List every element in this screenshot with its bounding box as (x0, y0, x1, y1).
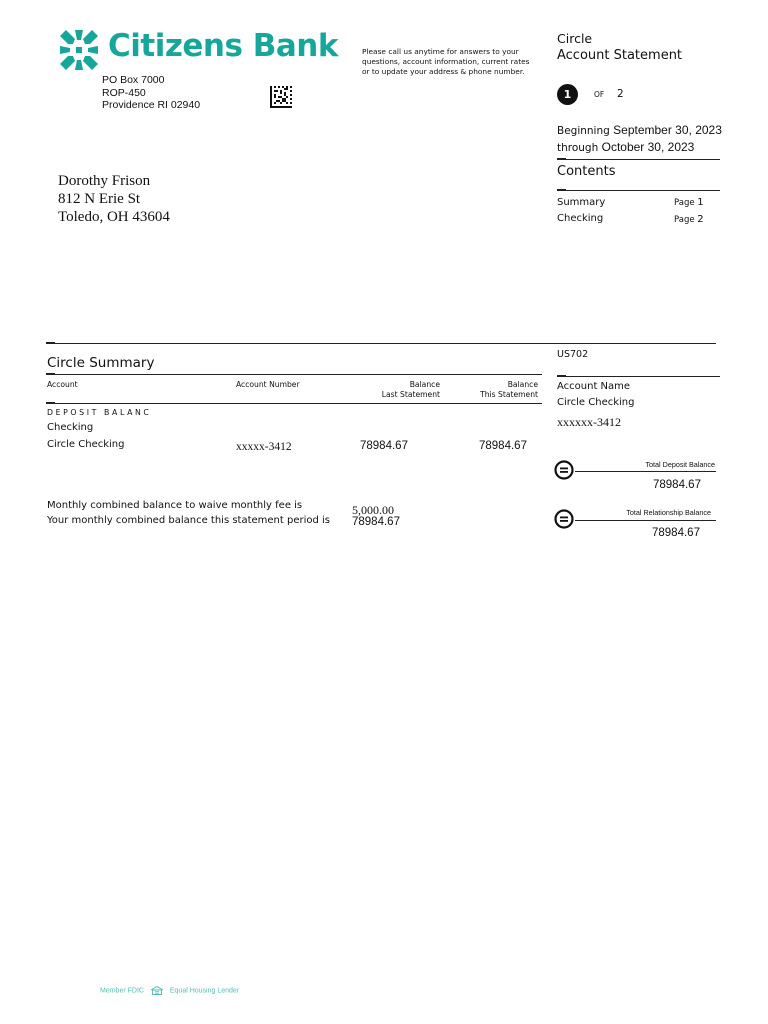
side-account-number: xxxxxx-3412 (557, 415, 621, 429)
statement-title: Account Statement (557, 48, 683, 63)
waive-fee-value: 5,000.00 (352, 503, 394, 517)
equals-circle-icon (554, 460, 574, 480)
combined-balance-value: 78984.67 (352, 516, 400, 528)
combined-balance-label: Your monthly combined balance this statement period is (47, 515, 331, 526)
deposit-total-divider (575, 471, 716, 472)
side-divider (557, 376, 720, 377)
equals-circle-icon (554, 509, 574, 529)
contents-heading: Contents (557, 164, 616, 179)
category-checking: Checking (47, 422, 94, 433)
page-of-label: OF (594, 90, 605, 99)
summary-head-divider (46, 374, 542, 375)
summary-heading: Circle Summary (47, 355, 155, 371)
branch-code: US702 (557, 349, 589, 360)
page-total: 2 (617, 88, 624, 100)
total-relationship-label: Total Relationship Balance (626, 508, 711, 517)
2d-barcode-icon (270, 86, 292, 108)
bank-name: Citizens Bank (108, 28, 338, 64)
account-name-label: Account Name (557, 381, 631, 392)
relationship-total-divider (575, 520, 716, 521)
total-relationship-value: 78984.67 (652, 527, 700, 539)
total-deposit-label: Total Deposit Balance (645, 460, 715, 469)
help-text: Please call us anytime for answers to your questions, account information, current rates or to update your address & phone number. (362, 47, 530, 76)
recipient-address: Dorothy Frison 812 N Erie St Toledo, OH 43604 (58, 173, 170, 225)
row-balance-last: 78984.67 (360, 440, 408, 452)
row-account-name: Circle Checking (47, 439, 125, 450)
deposit-balance-heading: DEPOSIT BALANC (47, 408, 152, 417)
page-number-badge: 1 (557, 84, 578, 105)
col-account: Account (47, 380, 78, 389)
row-balance-this: 78984.67 (479, 440, 527, 452)
statement-product: Circle (557, 31, 593, 46)
col-balance-this: Balance This Statement (480, 380, 538, 399)
row-account-number: xxxxx-3412 (236, 441, 292, 453)
period-end: through October 30, 2023 (557, 140, 695, 154)
side-account-name: Circle Checking (557, 397, 635, 408)
total-deposit-value: 78984.67 (653, 479, 701, 491)
bank-address: PO Box 7000 ROP-450 Providence RI 02940 (102, 74, 201, 111)
col-balance-last: Balance Last Statement (381, 380, 440, 399)
toc-item-checking[interactable]: Checking (557, 213, 604, 224)
toc-item-summary[interactable]: Summary (557, 197, 606, 208)
equal-housing-icon (150, 986, 164, 995)
toc-page-checking: Page 2 (674, 214, 704, 225)
summary-top-divider (46, 343, 716, 344)
col-divider (46, 403, 542, 404)
citizens-bank-logo-icon (60, 30, 98, 70)
contents-divider (557, 190, 720, 191)
fdic-footer: Member FDIC Equal Housing Lender (100, 987, 240, 995)
period-divider (557, 159, 720, 160)
toc-page-summary: Page 1 (674, 197, 704, 208)
waive-fee-label: Monthly combined balance to waive monthly fee is (47, 500, 303, 511)
col-account-number: Account Number (236, 380, 300, 389)
period-begin: Beginning September 30, 2023 (557, 123, 722, 137)
